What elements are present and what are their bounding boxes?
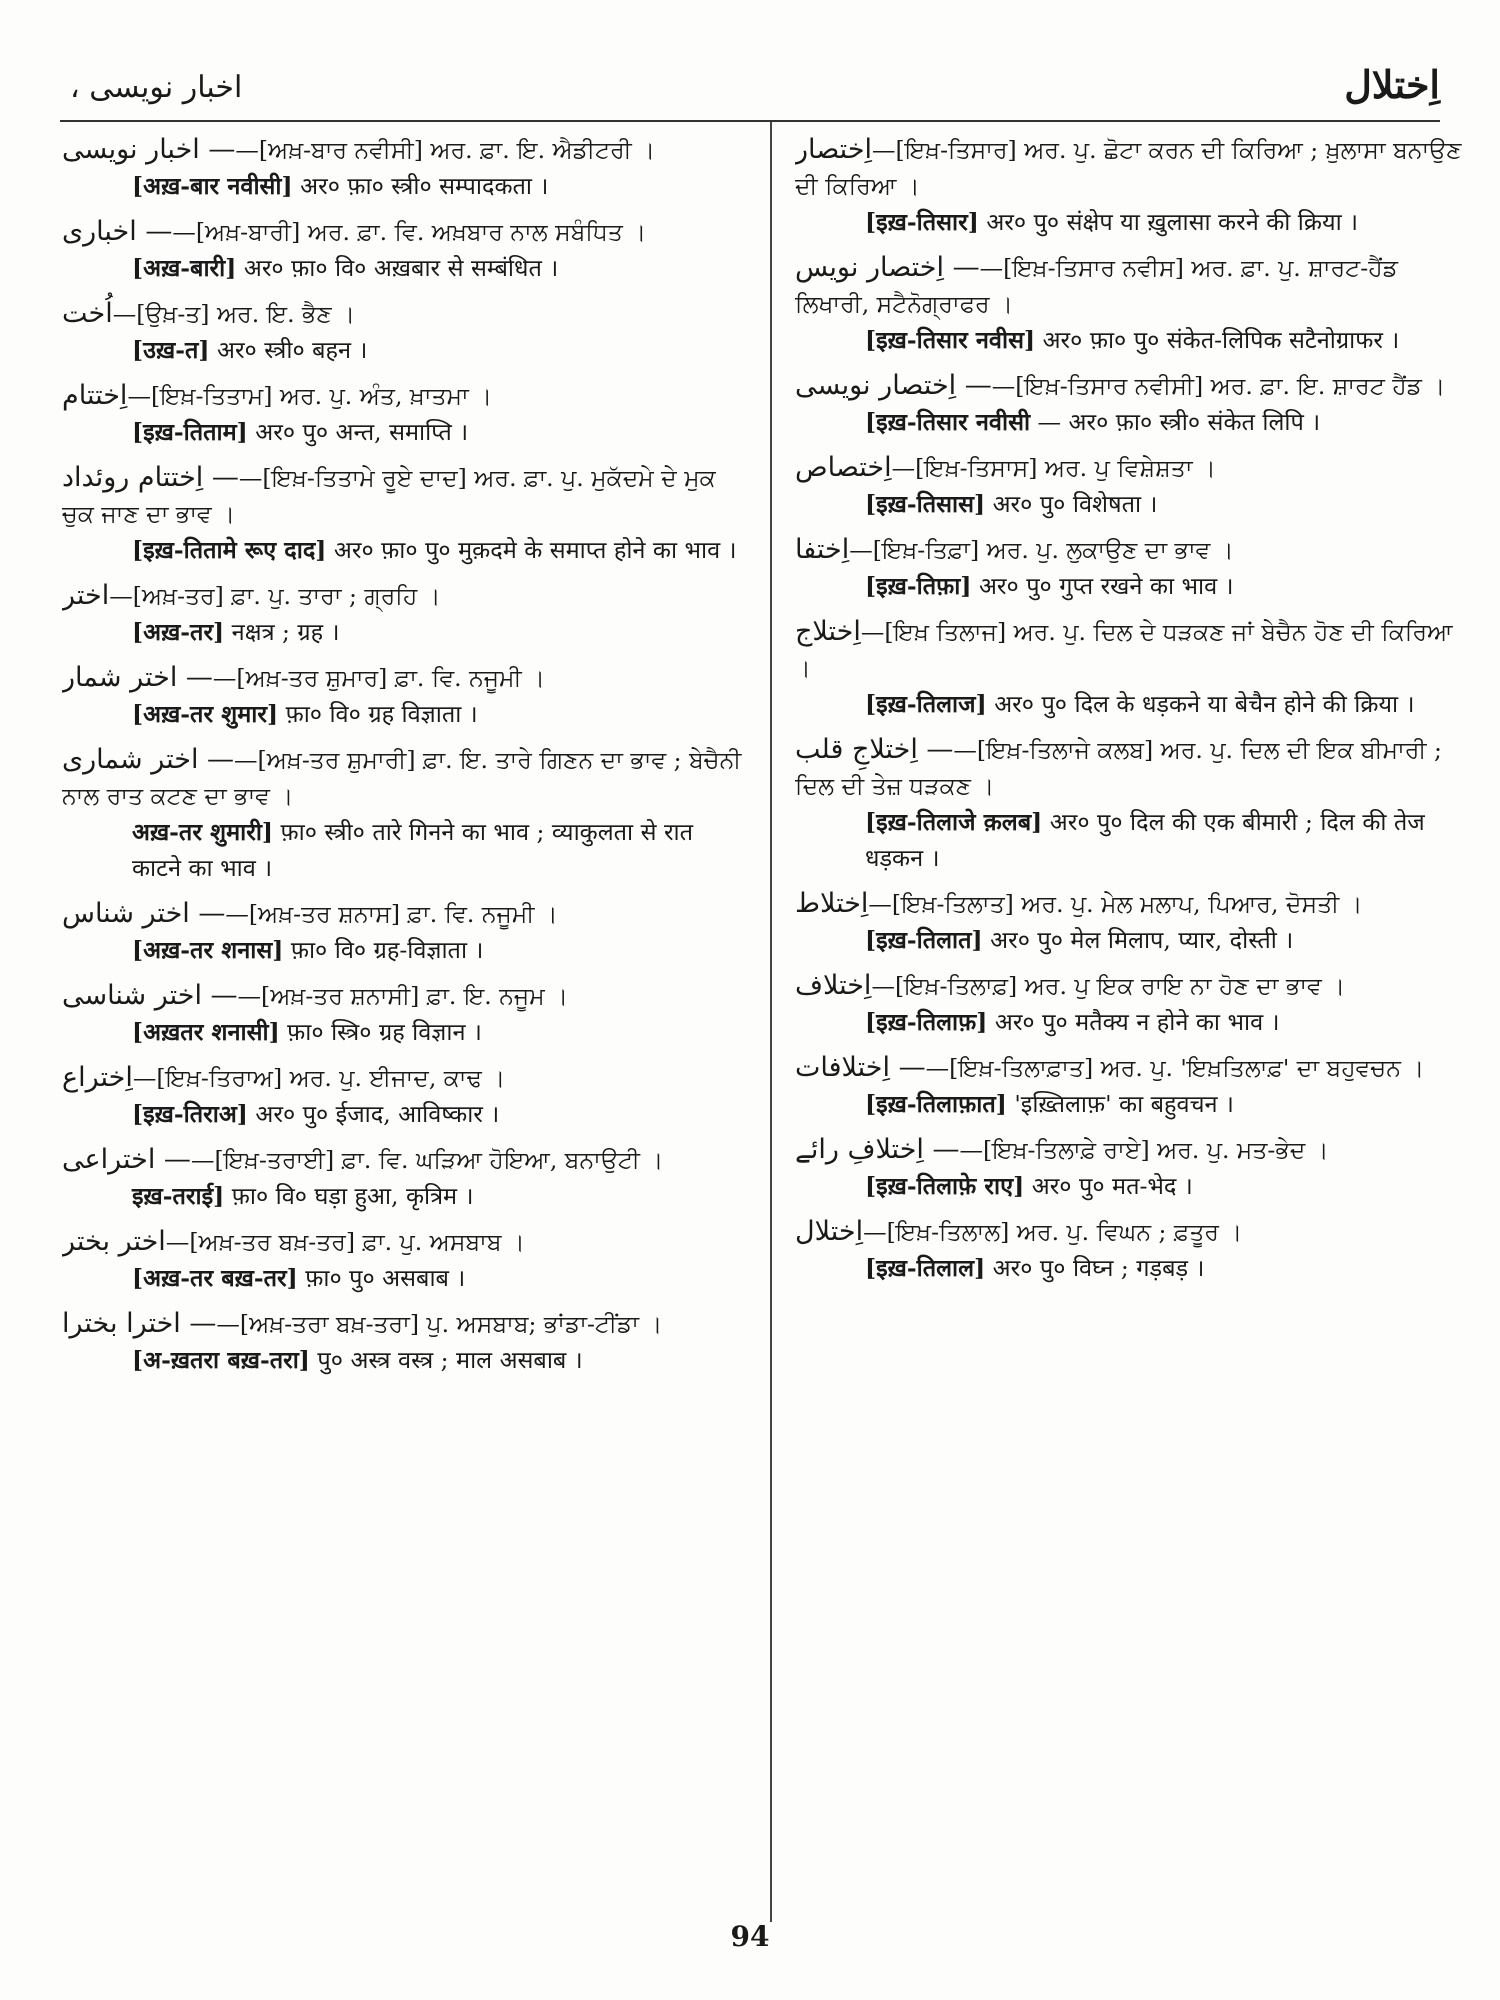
hindi-headword: [उख़-त] (132, 336, 210, 364)
punjabi-text: —[ਅਖ਼-ਤਰ ਸ਼ੁਮਾਰ] ਫ਼ਾ. ਵਿ. ਨਜੂਮੀ । (212, 664, 545, 692)
punjabi-definition (62, 742, 742, 814)
punjabi-text: —[ਇਖ਼-ਤਰਾਈ] ਫ਼ਾ. ਵਿ. ਘੜਿਆ ਹੋਇਆ, ਬਨਾਉਟੀ । (190, 1146, 664, 1174)
hindi-text: अर० फ़ा० पु० मुक़दमे के समाप्त होने का भाव । (333, 536, 737, 564)
hindi-text: फ़ा० वि० ग्रह विज्ञाता । (285, 700, 478, 728)
urdu-headword: اِختلاط (795, 888, 869, 919)
page-number: 94 (730, 1920, 770, 1953)
hindi-definition (62, 814, 742, 886)
urdu-headword: اختر (62, 580, 110, 611)
dictionary-entry (62, 296, 742, 368)
hindi-definition (795, 686, 1475, 722)
hindi-headword: [इख़-तिलाजे क़लब] (865, 808, 1043, 836)
punjabi-text: —[ਇਖ਼-ਤਿਲਾਤ] ਅਰ. ਪੁ. ਮੇਲ ਮਲਾਪ, ਪਿਆਰ, ਦੋਸਤੀ । (868, 890, 1363, 918)
hindi-text: अर० फ़ा० स्त्री० सम्पादकता । (300, 172, 549, 200)
dictionary-entry (795, 132, 1475, 240)
punjabi-definition (62, 896, 742, 932)
hindi-definition (795, 486, 1475, 522)
dictionary-entry (795, 886, 1475, 958)
dictionary-entry (795, 968, 1475, 1040)
urdu-headword: — اِختلافات (795, 1052, 926, 1083)
punjabi-text: —[ਇਖ਼-ਤਿਸਾਰ ਨਵੀਸ] ਅਰ. ਫ਼ਾ. ਪੁ. ਸ਼ਾਰਟ-ਹੈਂਡ ਲਿਖਾਰੀ, ਸਟੈਨੋਗ੍ਰਾਫਰ । (795, 254, 1398, 318)
hindi-text: अर० फ़ा० वि० अख़बार से सम्बंधित । (243, 254, 559, 282)
punjabi-definition (795, 368, 1475, 404)
urdu-headword: — اِختلاجِ قلب (795, 734, 954, 765)
punjabi-definition (62, 132, 742, 168)
punjabi-text: —[ਅਖ਼-ਤਰ ਸ਼ਨਾਸ] ਫ਼ਾ. ਵਿ. ਨਜੂਮੀ । (225, 900, 558, 928)
hindi-headword: [अख़-तर शुमार] (132, 700, 279, 728)
hindi-headword: [इख़-तिलाफ़े राए] (865, 1172, 1025, 1200)
punjabi-definition (62, 1142, 742, 1178)
column-divider (770, 122, 772, 1922)
punjabi-definition (795, 968, 1475, 1004)
urdu-headword: — اختر شناسی (62, 980, 238, 1011)
hindi-headword: [इख़-तिलाल] (865, 1254, 986, 1282)
dictionary-entry (62, 742, 742, 886)
left-column (62, 132, 742, 1922)
hindi-definition (795, 568, 1475, 604)
hindi-text: 'इख़्तिलाफ़' का बहुवचन । (1014, 1090, 1234, 1118)
hindi-headword: [अख़-तर बख़-तर] (132, 1264, 298, 1292)
hindi-definition (62, 1342, 742, 1378)
hindi-headword: [अख़-बार नवीसी] (132, 172, 293, 200)
punjabi-text: —[ਇਖ਼-ਤਿਤਾਮ] ਅਰ. ਪੁ. ਅੰਤ, ਖ਼ਾਤਮਾ । (127, 382, 493, 410)
dictionary-entry (62, 1306, 742, 1378)
hindi-text: अर० पु० दिल की एक बीमारी ; दिल की तेज धड़कन । (865, 808, 1425, 872)
hindi-text: नक्षत्र ; ग्रह । (231, 618, 340, 646)
dictionary-entry (62, 1224, 742, 1296)
hindi-text: फ़ा० स्त्रि० ग्रह विज्ञान । (287, 1018, 482, 1046)
urdu-headword: — اختراعی (62, 1144, 191, 1175)
hindi-text: अर० पु० गुप्त रखने का भाव । (978, 572, 1234, 600)
punjabi-text: —[ਇਖ਼-ਤਿਲਾਫ਼] ਅਰ. ਪੁ ਇਕ ਰਾਇ ਨਾ ਹੋਣ ਦਾ ਭਾਵ । (871, 972, 1346, 1000)
hindi-headword: [अख़तर शनासी] (132, 1018, 280, 1046)
dictionary-entry (795, 250, 1475, 358)
urdu-headword: اِختلاج (795, 616, 861, 647)
urdu-headword: — اختر شمار (62, 662, 213, 693)
hindi-headword: [अख़-तर] (132, 618, 225, 646)
urdu-headword: — اخباری (62, 216, 173, 247)
punjabi-definition (62, 460, 742, 532)
hindi-headword: अख़-तर शुमारी] (132, 818, 274, 846)
punjabi-definition (795, 132, 1475, 204)
hindi-definition (795, 922, 1475, 958)
running-head-right: اِختلال (1344, 62, 1440, 107)
urdu-headword: — اخترا بخترا (62, 1308, 217, 1339)
punjabi-text: —[ਇਖ਼-ਤਿਲਾਫ਼ੇ ਰਾਏ] ਅਰ. ਪੁ. ਮਤ-ਭੇਦ । (959, 1136, 1329, 1164)
urdu-headword: اِختراع (62, 1062, 133, 1093)
punjabi-definition (795, 450, 1475, 486)
dictionary-entry (62, 578, 742, 650)
hindi-definition (795, 1086, 1475, 1122)
hindi-definition (62, 414, 742, 450)
hindi-definition (62, 1096, 742, 1132)
dictionary-entry (62, 1060, 742, 1132)
hindi-headword: [अख़-तर शनास] (132, 936, 284, 964)
punjabi-text: —[ਅਖ਼-ਤਰਾ ਬਖ਼-ਤਰਾ] ਪੁ. ਅਸਬਾਬ; ਭਾਂਡਾ-ਟੀਂਡਾ । (216, 1310, 663, 1338)
urdu-headword: — اِختتام روئداد (62, 462, 239, 493)
hindi-headword: [इख़-तिलाफ़ात] (865, 1090, 1007, 1118)
hindi-text: अर० स्त्री० बहन । (216, 336, 368, 364)
hindi-definition (795, 322, 1475, 358)
punjabi-text: —[ਇਖ਼-ਤਿਲਾਫ਼ਾਤ] ਅਰ. ਪੁ. 'ਇਖ਼ਤਿਲਾਫ਼' ਦਾ ਬਹੁਵਚਨ । (925, 1054, 1425, 1082)
hindi-text: अर० पु० ईजाद, आविष्कार । (255, 1100, 500, 1128)
hindi-definition (62, 532, 742, 568)
hindi-definition (62, 932, 742, 968)
punjabi-text: —[ਇਖ਼-ਤਿਸਾਰ ਨਵੀਸੀ] ਅਰ. ਫ਼ਾ. ਇ. ਸ਼ਾਰਟ ਹੈਂਡ । (991, 372, 1446, 400)
dictionary-entry (795, 1050, 1475, 1122)
punjabi-text: —[ਇਖ਼-ਤਿਲਾਲ] ਅਰ. ਪੁ. ਵਿਘਨ ; ਫ਼ਤੂਰ । (863, 1218, 1243, 1246)
punjabi-text: —[ਇਖ਼-ਤਿਤਾਮੇ ਰੂਏ ਦਾਦ] ਅਰ. ਫ਼ਾ. ਪੁ. ਮੁਕੱਦਮੇ ਦੇ ਮੁਕ ਚੁਕ ਜਾਣ ਦਾ ਭਾਵ । (62, 464, 716, 528)
urdu-headword: اِختلال (795, 1216, 864, 1247)
punjabi-definition (62, 660, 742, 696)
punjabi-text: —[ਇਖ਼-ਤਿਲਾਜੇ ਕਲਬ] ਅਰ. ਪੁ. ਦਿਲ ਦੀ ਇਕ ਬੀਮਾਰੀ ; ਦਿਲ ਦੀ ਤੇਜ਼ ਧੜਕਣ । (795, 736, 1442, 800)
dictionary-entry (795, 732, 1475, 876)
hindi-definition (62, 1014, 742, 1050)
hindi-text: अर० पु० दिल के धड़कने या बेचैन होने की क्रिया । (994, 690, 1415, 718)
punjabi-definition (795, 886, 1475, 922)
hindi-text: अर० पु० संक्षेप या ख़ुलासा करने की क्रिया । (986, 208, 1359, 236)
punjabi-definition (795, 1132, 1475, 1168)
punjabi-definition (795, 1050, 1475, 1086)
hindi-headword: [इख़-तिसार नवीसी (865, 408, 1031, 436)
urdu-headword: اِختفا (795, 534, 850, 565)
hindi-definition (795, 804, 1475, 876)
hindi-definition (795, 1250, 1475, 1286)
punjabi-definition (62, 1060, 742, 1096)
punjabi-text: —[ਅਖ਼-ਤਰ ਬਖ਼-ਤਰ] ਫ਼ਾ. ਪੁ. ਅਸਬਾਬ । (165, 1228, 525, 1256)
page-header (60, 62, 1440, 122)
hindi-headword: [इख़-तिफ़ा] (865, 572, 972, 600)
punjabi-text: —[ਅਖ਼-ਤਰ ਸ਼ੁਮਾਰੀ] ਫ਼ਾ. ਇ. ਤਾਰੇ ਗਿਣਨ ਦਾ ਭਾਵ ; ਬੇਚੈਨੀ ਨਾਲ ਰਾਤ ਕਟਣ ਦਾ ਭਾਵ । (62, 746, 742, 810)
hindi-definition (62, 250, 742, 286)
dictionary-entry (62, 378, 742, 450)
punjabi-definition (62, 578, 742, 614)
punjabi-definition (62, 214, 742, 250)
dictionary-entry (795, 368, 1475, 440)
punjabi-text: —[ਇਖ਼-ਤਿਸਾਸ] ਅਰ. ਪੁ ਵਿਸ਼ੇਸ਼ਤਾ । (891, 454, 1216, 482)
punjabi-definition (795, 250, 1475, 322)
punjabi-definition (795, 732, 1475, 804)
hindi-definition (795, 404, 1475, 440)
dictionary-entry (795, 1132, 1475, 1204)
hindi-headword: इख़-तराई] (132, 1182, 225, 1210)
punjabi-text: —[ਇਖ਼ ਤਿਲਾਜ] ਅਰ. ਪੁ. ਦਿਲ ਦੇ ਧੜਕਣ ਜਾਂ ਬੇਚੈਨ ਹੋਣ ਦੀ ਕਿਰਿਆ । (795, 618, 1453, 682)
right-column (795, 132, 1475, 1922)
dictionary-entry (62, 1142, 742, 1214)
hindi-definition (62, 1260, 742, 1296)
hindi-text: अर० पु० मत-भेद । (1031, 1172, 1193, 1200)
hindi-definition (62, 696, 742, 732)
hindi-definition (795, 1168, 1475, 1204)
hindi-headword: [इख़-तिलाफ़] (865, 1008, 988, 1036)
urdu-headword: اِختصار (795, 134, 873, 165)
hindi-text: अर० पु० मेल मिलाप, प्यार, दोस्ती । (990, 926, 1294, 954)
urdu-headword: — اختر شماری (62, 744, 235, 775)
hindi-text: अर० पु० मतैक्य न होने का भाव । (994, 1008, 1280, 1036)
hindi-text: अर० पु० विशेषता । (992, 490, 1158, 518)
hindi-headword: [इख़-तिसार] (865, 208, 979, 236)
punjabi-definition (62, 378, 742, 414)
hindi-definition (62, 1178, 742, 1214)
hindi-text: — अर० फ़ा० स्त्री० संकेत लिपि । (1037, 408, 1321, 436)
punjabi-text: —[ਇਖ਼-ਤਿਫ਼ਾ] ਅਰ. ਪੁ. ਲੁਕਾਉਣ ਦਾ ਭਾਵ । (849, 536, 1234, 564)
urdu-headword: — اخبار نویسی (62, 134, 236, 165)
punjabi-text: —[ਅਖ਼-ਤਰ] ਫ਼ਾ. ਪੁ. ਤਾਰਾ ; ਗ੍ਰਹਿ । (109, 582, 441, 610)
punjabi-definition (62, 1306, 742, 1342)
hindi-headword: [इख़-तिलात] (865, 926, 983, 954)
dictionary-entry (795, 614, 1475, 722)
hindi-text: अर० फ़ा० पु० संकेत-लिपिक सटैनोग्राफर । (1042, 326, 1400, 354)
punjabi-text: —[ਇਖ਼-ਤਿਸਾਰ] ਅਰ. ਪੁ. ਛੋਟਾ ਕਰਨ ਦੀ ਕਿਰਿਆ ; ਖ਼ੁਲਾਸਾ ਬਨਾਉਣ ਦੀ ਕਿਰਿਆ । (795, 136, 1462, 200)
urdu-headword: اِختصاص (795, 452, 892, 483)
punjabi-definition (62, 1224, 742, 1260)
punjabi-definition (62, 978, 742, 1014)
hindi-headword: [अख़-बारी] (132, 254, 237, 282)
dictionary-entry (62, 132, 742, 204)
dictionary-entry (795, 532, 1475, 604)
hindi-headword: [इख़-तिलाज] (865, 690, 987, 718)
hindi-headword: [इख़-तिताम] (132, 418, 248, 446)
hindi-text: फ़ा० स्त्री० तारे गिनने का भाव ; व्याकुलता से रात काटने का भाव । (132, 818, 694, 882)
hindi-headword: [इख़-तिराअ] (132, 1100, 248, 1128)
urdu-headword: — اِختصار نویس (795, 252, 980, 283)
punjabi-definition (795, 614, 1475, 686)
urdu-headword: — اختر شناس (62, 898, 226, 929)
hindi-text: पु० अस्त्र वस्त्र ; माल असबाब । (317, 1346, 583, 1374)
hindi-definition (62, 332, 742, 368)
hindi-text: फ़ा० वि० घड़ा हुआ, कृत्रिम । (231, 1182, 474, 1210)
punjabi-text: —[ਉਖ਼-ਤ] ਅਰ. ਇ. ਭੈਣ । (112, 300, 356, 328)
hindi-text: अर० पु० अन्त, समाप्ति । (255, 418, 469, 446)
urdu-headword: — اِختصار نویسی (795, 370, 992, 401)
dictionary-entry (62, 896, 742, 968)
hindi-definition (62, 614, 742, 650)
dictionary-entry (62, 214, 742, 286)
urdu-headword: — اِختلافِ رائے (795, 1134, 960, 1165)
hindi-text: फ़ा० पु० असबाब । (305, 1264, 466, 1292)
punjabi-definition (795, 532, 1475, 568)
urdu-headword: اِختلاف (795, 970, 872, 1001)
punjabi-definition (62, 296, 742, 332)
hindi-definition (795, 204, 1475, 240)
urdu-headword: اِختتام (62, 380, 128, 411)
running-head-left: اخبار نویسی ، (70, 70, 243, 105)
dictionary-entry (62, 460, 742, 568)
hindi-definition (62, 168, 742, 204)
urdu-headword: اُخت (62, 298, 113, 329)
urdu-headword: اختر بختر (62, 1226, 166, 1257)
hindi-definition (795, 1004, 1475, 1040)
hindi-text: अर० पु० विघ्न ; गड़बड़ । (992, 1254, 1205, 1282)
punjabi-text: —[ਇਖ਼-ਤਿਰਾਅ] ਅਰ. ਪੁ. ਈਜਾਦ, ਕਾਢ । (132, 1064, 506, 1092)
punjabi-text: —[ਅਖ਼-ਤਰ ਸ਼ਨਾਸੀ] ਫ਼ਾ. ਇ. ਨਜੂਮ । (237, 982, 569, 1010)
hindi-headword: [इख़-तिसास] (865, 490, 986, 518)
punjabi-definition (795, 1214, 1475, 1250)
dictionary-entry (62, 978, 742, 1050)
dictionary-entry (795, 450, 1475, 522)
hindi-headword: [अ-ख़तरा बख़-तरा] (132, 1346, 310, 1374)
hindi-text: फ़ा० वि० ग्रह-विज्ञाता । (290, 936, 484, 964)
dictionary-entry (795, 1214, 1475, 1286)
hindi-headword: [इख़-तिसार नवीस] (865, 326, 1036, 354)
punjabi-text: —[ਅਖ਼-ਬਾਰੀ] ਅਰ. ਫ਼ਾ. ਵਿ. ਅਖ਼ਬਾਰ ਨਾਲ ਸਬੰਧਿਤ । (172, 218, 647, 246)
punjabi-text: —[ਅਖ਼-ਬਾਰ ਨਵੀਸੀ] ਅਰ. ਫ਼ਾ. ਇ. ਐਡੀਟਰੀ । (235, 136, 656, 164)
dictionary-entry (62, 660, 742, 732)
header-rule (60, 120, 1440, 122)
hindi-headword: [इख़-तितामे रूए दाद] (132, 536, 327, 564)
